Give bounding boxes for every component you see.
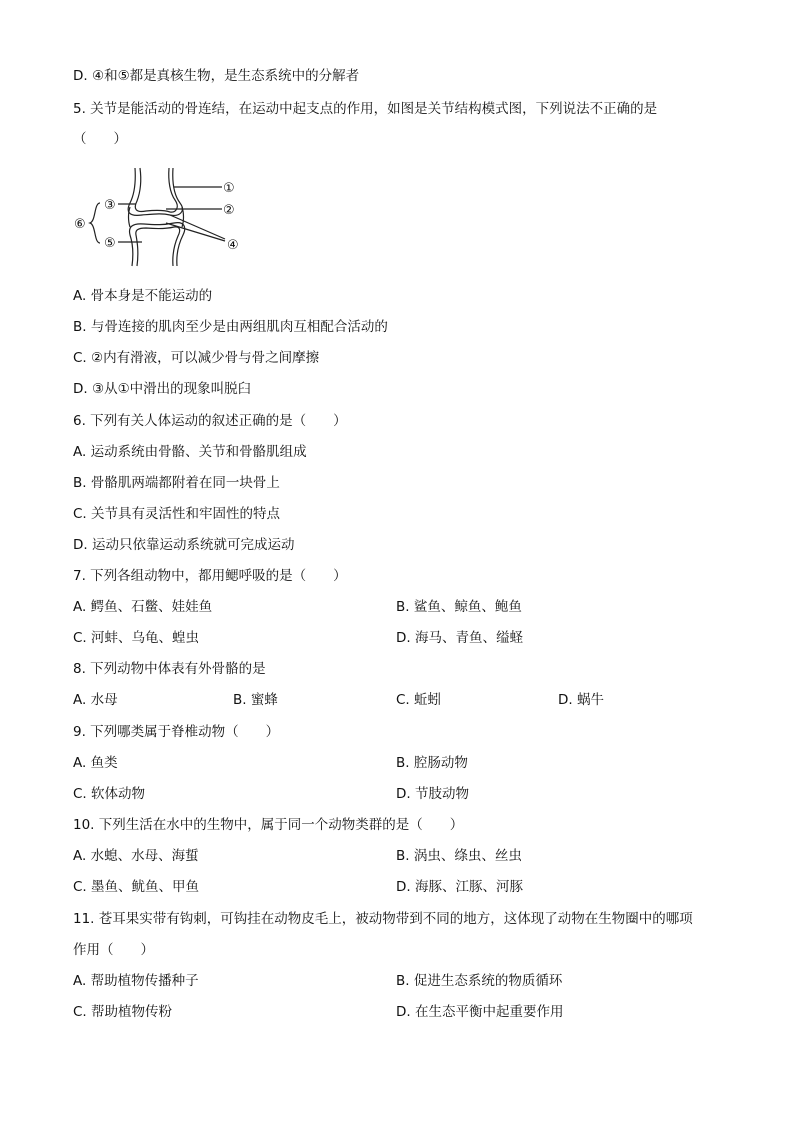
q11-option-b: B. 促进生态系统的物质循环	[396, 973, 563, 989]
joint-structure-diagram	[70, 163, 250, 273]
question-5-stem: 5. 关节是能活动的骨连结，在运动中起支点的作用，如图是关节结构模式图，下列说法不正确的是	[73, 101, 658, 117]
q9-option-d: D. 节肢动物	[396, 786, 469, 802]
question-11-stem: 11. 苍耳果实带有钩刺，可钩挂在动物皮毛上，被动物带到不同的地方，这体现了动物在生物圈中的哪项	[73, 911, 693, 927]
q7-option-a: A. 鳄鱼、石鳖、娃娃鱼	[73, 599, 213, 615]
q6-option-b: B. 骨骼肌两端都附着在同一块骨上	[73, 475, 280, 491]
q6-option-c: C. 关节具有灵活性和牢固性的特点	[73, 506, 281, 522]
q8-option-c: C. 蚯蚓	[396, 692, 442, 708]
q6-option-d: D. 运动只依靠运动系统就可完成运动	[73, 537, 295, 553]
label-2: ②	[223, 203, 235, 218]
q7-option-b: B. 鲨鱼、鲸鱼、鲍鱼	[396, 599, 522, 615]
question-10-stem: 10. 下列生活在水中的生物中，属于同一个动物类群的是（ ）	[73, 817, 464, 833]
question-11-stem-cont: 作用（ ）	[73, 942, 154, 958]
q6-option-a: A. 运动系统由骨骼、关节和骨骼肌组成	[73, 444, 307, 460]
question-8-stem: 8. 下列动物中体表有外骨骼的是	[73, 661, 266, 677]
q10-option-a: A. 水螅、水母、海蜇	[73, 848, 199, 864]
q7-option-d: D. 海马、青鱼、缢蛏	[396, 630, 523, 646]
q8-option-d: D. 蜗牛	[558, 692, 604, 708]
question-7-stem: 7. 下列各组动物中，都用鳃呼吸的是（ ）	[73, 568, 347, 584]
label-5: ⑤	[104, 236, 116, 251]
label-3: ③	[104, 198, 116, 213]
q5-option-b: B. 与骨连接的肌肉至少是由两组肌肉互相配合活动的	[73, 319, 388, 335]
q11-option-a: A. 帮助植物传播种子	[73, 973, 199, 989]
q5-option-a: A. 骨本身是不能运动的	[73, 288, 213, 304]
q8-option-a: A. 水母	[73, 692, 118, 708]
q9-option-b: B. 腔肠动物	[396, 755, 468, 771]
q5-option-d: D. ③从①中滑出的现象叫脱臼	[73, 381, 252, 397]
label-6: ⑥	[74, 217, 86, 232]
q4-option-d: D. ④和⑤都是真核生物，是生态系统中的分解者	[73, 68, 360, 84]
label-4: ④	[227, 238, 239, 253]
q7-option-c: C. 河蚌、乌龟、蝗虫	[73, 630, 200, 646]
q11-option-c: C. 帮助植物传粉	[73, 1004, 173, 1020]
q5-option-c: C. ②内有滑液，可以减少骨与骨之间摩擦	[73, 350, 320, 366]
question-5-bracket: （ ）	[73, 131, 127, 147]
q11-option-d: D. 在生态平衡中起重要作用	[396, 1004, 564, 1020]
q10-option-c: C. 墨鱼、鱿鱼、甲鱼	[73, 879, 200, 895]
q10-option-b: B. 涡虫、绦虫、丝虫	[396, 848, 522, 864]
q9-option-a: A. 鱼类	[73, 755, 118, 771]
question-6-stem: 6. 下列有关人体运动的叙述正确的是（ ）	[73, 413, 347, 429]
label-1: ①	[223, 181, 235, 196]
q10-option-d: D. 海豚、江豚、河豚	[396, 879, 523, 895]
q8-option-b: B. 蜜蜂	[233, 692, 278, 708]
q9-option-c: C. 软体动物	[73, 786, 146, 802]
question-9-stem: 9. 下列哪类属于脊椎动物（ ）	[73, 724, 280, 740]
